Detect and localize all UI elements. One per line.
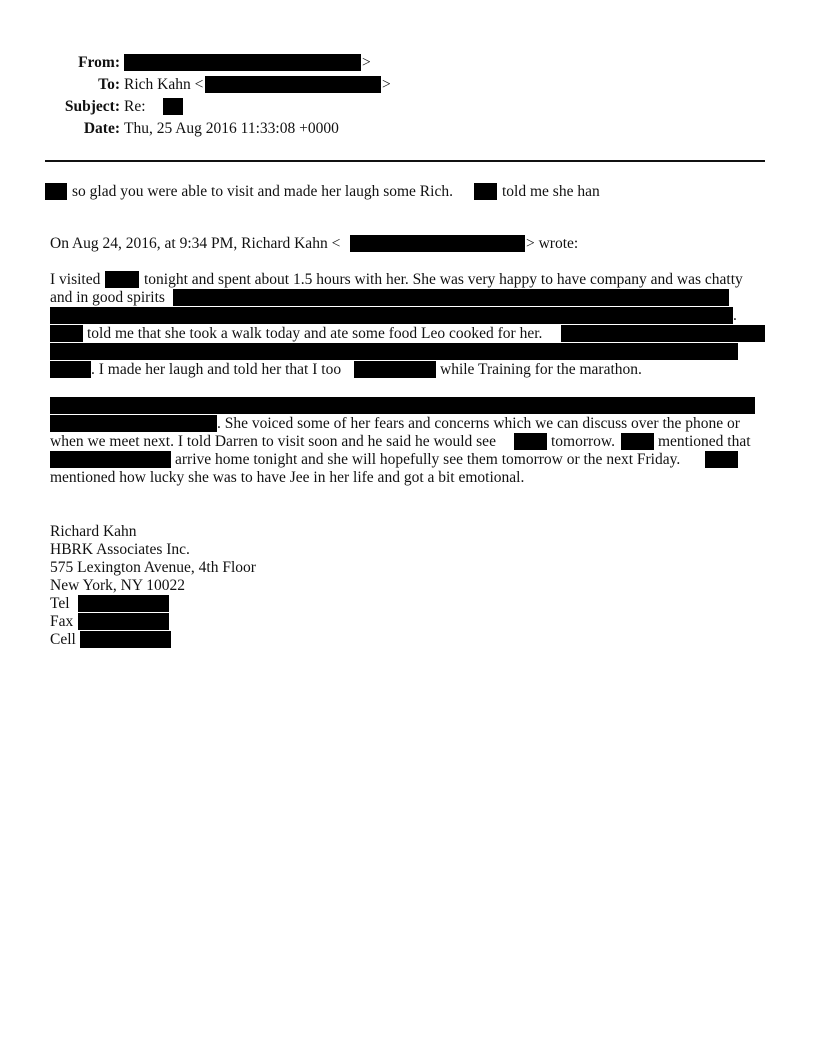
quoted-text: tomorrow.: [551, 433, 615, 450]
redaction-block: [80, 631, 171, 648]
redaction-block: [514, 433, 547, 450]
quoted-text: .: [733, 307, 737, 324]
redaction-block: [50, 307, 733, 324]
to-suffix: >: [382, 76, 391, 93]
quoted-text: mentioned that: [658, 433, 751, 450]
attribution-suffix: > wrote:: [526, 235, 579, 252]
redaction-block: [354, 361, 436, 378]
date-label: Date:: [83, 120, 120, 137]
to-value: Rich Kahn <: [124, 76, 204, 93]
redaction-block: [50, 343, 738, 360]
quoted-text: when we meet next. I told Darren to visit soon and he said he would see: [50, 433, 496, 450]
redaction-block: [705, 451, 738, 468]
quoted-text: mentioned how lucky she was to have Jee in her life and got a bit emotional.: [50, 469, 525, 486]
redaction-block: [173, 289, 729, 306]
signature-company: HBRK Associates Inc.: [50, 541, 190, 558]
redaction-block: [50, 325, 83, 342]
quoted-text: while Training for the marathon.: [440, 361, 642, 378]
redaction-block: [50, 361, 91, 378]
from-label: From:: [78, 54, 120, 71]
signature-name: Richard Kahn: [50, 523, 137, 540]
quoted-text: told me that she took a walk today and ate some food Leo cooked for her.: [87, 325, 543, 342]
header-divider: [45, 160, 765, 162]
signature-address: 575 Lexington Avenue, 4th Floor: [50, 559, 256, 576]
reply-text: so glad you were able to visit and made her laugh some Rich.: [72, 183, 453, 200]
reply-text: told me she han: [502, 183, 600, 200]
subject-label: Subject:: [64, 98, 120, 115]
redaction-block: [350, 235, 525, 252]
redaction-block: [45, 183, 67, 200]
signature-city: New York, NY 10022: [50, 577, 186, 594]
redaction-block: [50, 451, 171, 468]
from-suffix: >: [362, 54, 371, 71]
to-label: To:: [98, 76, 120, 93]
redaction-block: [163, 98, 183, 115]
redaction-block: [205, 76, 381, 93]
redaction-block: [50, 397, 755, 414]
attribution-text: On Aug 24, 2016, at 9:34 PM, Richard Kahn <: [50, 235, 341, 252]
redaction-block: [621, 433, 654, 450]
quoted-text: and in good spirits: [50, 289, 165, 306]
redaction-block: [105, 271, 139, 288]
redaction-block: [50, 415, 217, 432]
fax-label: Fax: [50, 613, 74, 630]
quoted-text: . I made her laugh and told her that I too: [91, 361, 342, 378]
redaction-block: [561, 325, 765, 342]
quoted-text: I visited: [50, 271, 101, 288]
cell-label: Cell: [50, 631, 76, 648]
quoted-text: arrive home tonight and she will hopefully see them tomorrow or the next Friday.: [175, 451, 681, 468]
quoted-text: . She voiced some of her fears and concerns which we can discuss over the phone or: [217, 415, 740, 432]
redaction-block: [78, 613, 169, 630]
redaction-block: [124, 54, 361, 71]
tel-label: Tel: [50, 595, 70, 612]
date-value: Thu, 25 Aug 2016 11:33:08 +0000: [124, 120, 339, 137]
redaction-block: [78, 595, 169, 612]
quoted-text: tonight and spent about 1.5 hours with her. She was very happy to have company and was chatty: [144, 271, 743, 288]
redaction-block: [474, 183, 497, 200]
subject-value: Re:: [124, 98, 146, 115]
